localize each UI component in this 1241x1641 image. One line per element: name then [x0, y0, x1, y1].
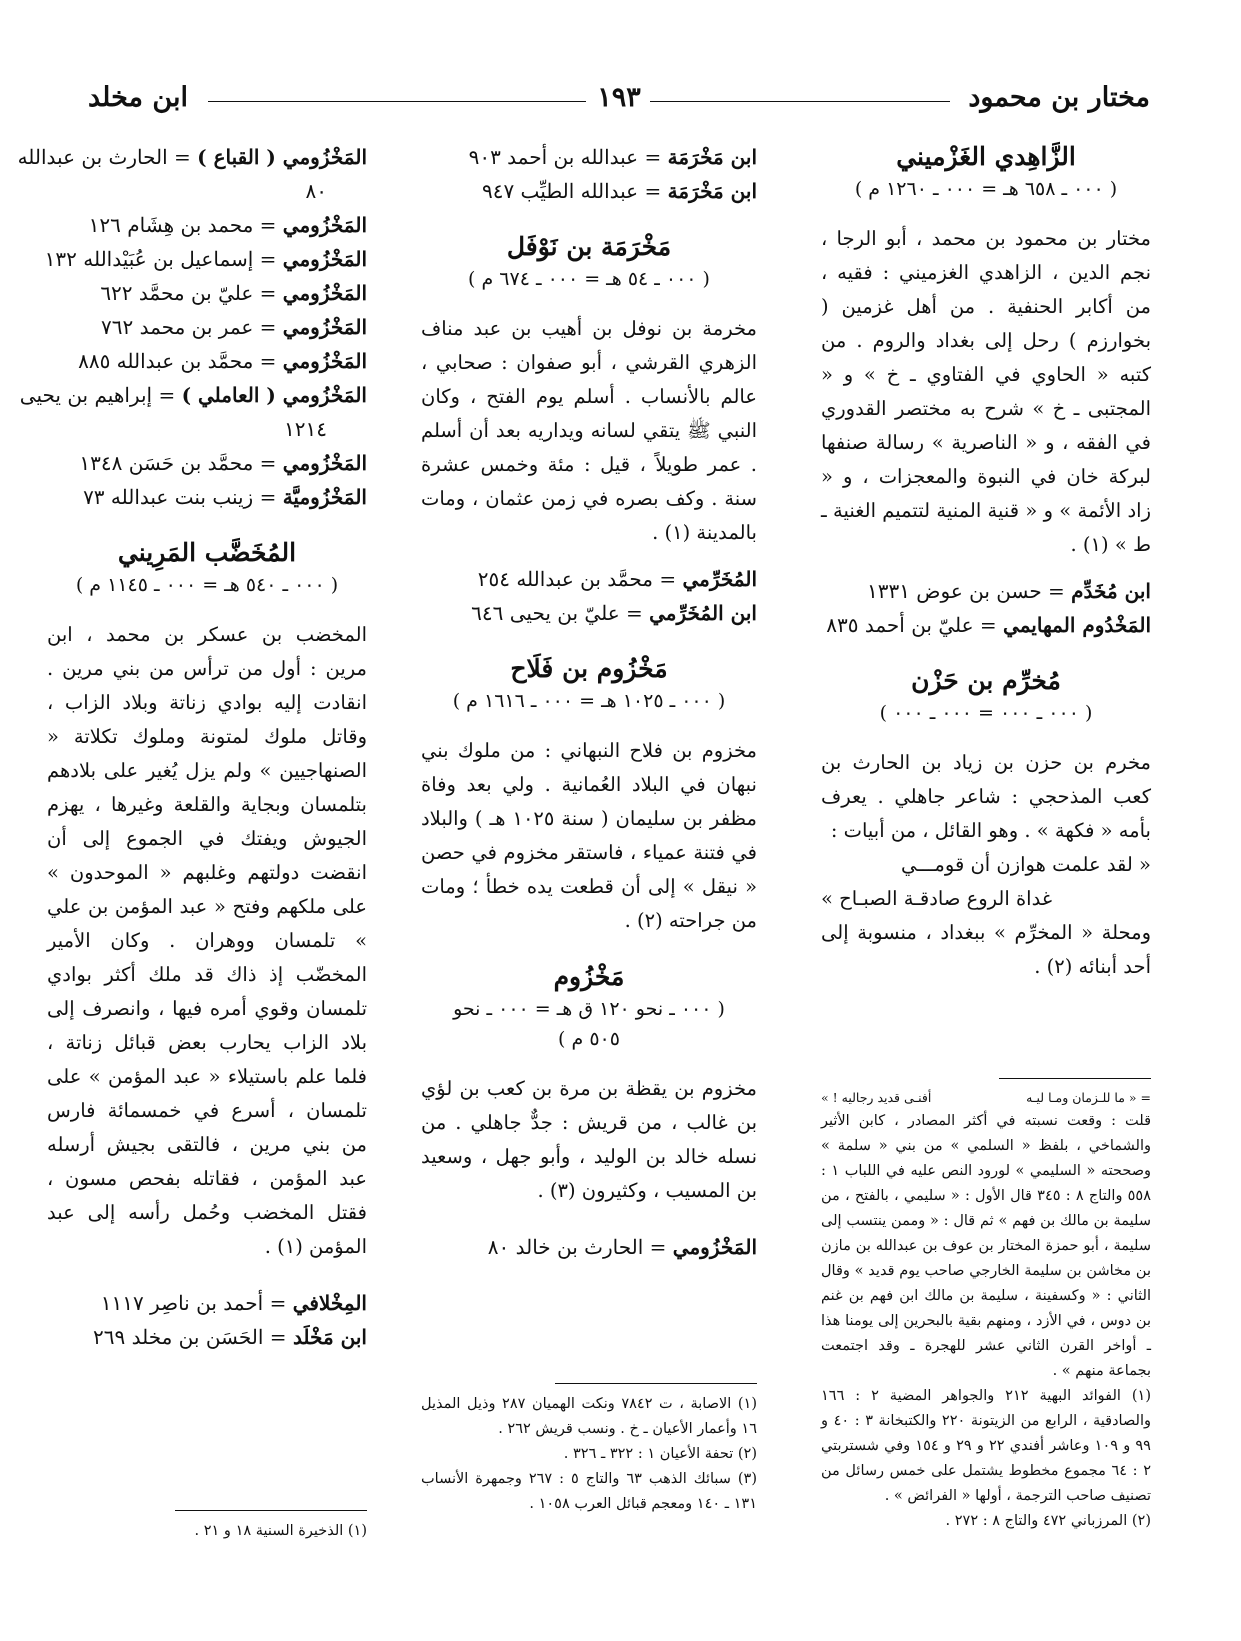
xref-value: = زينب بنت عبدالله ٧٣ [83, 485, 277, 509]
cross-reference [44, 242, 367, 276]
xref-value: = إبراهيم بن يحيى [19, 383, 176, 407]
spacer [421, 208, 757, 230]
cross-reference [47, 1320, 367, 1354]
entry-dates: ( ٠٠٠ ـ ٥٤٠ هـ = ٠٠٠ ـ ١١٤٥ م ) [75, 574, 339, 596]
xref-key: ابن المُخَرِّمي [649, 601, 757, 625]
spacer [821, 562, 1151, 574]
poem-verse: « لقد علمت هوازن أن قومـــي [901, 853, 1151, 876]
cross-reference [47, 446, 367, 480]
cross-reference [421, 1230, 757, 1264]
footnote-text: (٢) المرزباني ٤٧٢ والتاج ٨ : ٢٧٢ . [945, 1513, 1151, 1529]
entry-body: مخزوم بن فلاح النبهاني : من ملوك بني نبهان في البلاد العُمانية . ولي بعد وفاة مظفر بن سليمان ( سنة ١٠٢٥ هـ ) والبلاد في فتنة عمياء ، فاستقر مخزوم في حصن « نيقل » إلى أن قطعت يده خطأ ؛ ومات من جراحته (٢) . [421, 739, 758, 932]
xref-key: ابن مَخْرَمَة [667, 179, 757, 203]
footnote-text: (٢) تحفة الأعيان ١ : ٣٢٢ ـ ٣٢٦ . [563, 1446, 757, 1462]
spacer [421, 1208, 757, 1230]
xref-key: المَخْزُومي ( القباع ) [197, 145, 367, 169]
xref-value: = محمَّد بن عبدالله ٨٨٥ [78, 349, 277, 373]
footnote-text: قلت : وقعت نسبته في أكثر المصادر ، كابن الأثير والشماخي ، بلفظ « السلمي » من بني « سلمة » وصححته « السليمي » لورود النص عليه في اللباب ١ : ٥٥٨ والتاج ٨ : ٣٤٥ قال الأول : « سليمي ، بالفتح ، من سليمة بن مالك بن فهم » ثم قال : « وممن ينتسب إلى سليمة ، أبو حمزة المختار بن عوف بن عبدالله بن مازن بن مخاشن بن سليمة الخارجي صاحب يوم قديد » وقال الثاني : « وكسفينة ، سليمة بن مالك ابن فهم بن غنم بن دوس ، في الأزد ، ومنهم بقية بالبحرين إلى يومنا هذا ـ أواخر القرن الثاني عشر للهجرة ـ وقد اجتمعت بجماعة منهم » . [821, 1113, 1152, 1379]
spacer [421, 550, 757, 562]
footnote-rule [555, 1383, 757, 1384]
cross-reference [47, 1286, 367, 1320]
entry-body: المخضب بن عسكر بن محمد ، ابن مرين : أول من ترأس من بني مرين . انقادت إليه بوادي زناتة وبلاد الزاب ، وقاتل ملوك لمتونة وملوك تكلاتة « الصنهاجيين » ولم يزل يُغير على بلادهم بتلمسان وبجاية والقلعة وغيرها ، يهزم الجيوش ويفتك في الجموع إلى أن انقضت دولتهم وغلبهم « الموحدون » على ملكهم وفتح « عبد المؤمن بن علي » تلمسان ووهران . وكان الأمير المخضّب إذ ذاك قد ملك أكثر بوادي تلمسان وقوي أمره فيها ، وانصرف إلى بلاد الزاب يحارب بعض قبائل زناتة ، فلما علم باستيلاء « عبد المؤمن » على تلمسان ، أسرع في خمسمائة فارس من بني مرين ، فالتقى بجيش أرسله عبد المؤمن ، فقاتله بفحص مسون ، فقتل المخضب وحُمل رأسه إلى عبد المؤمن (١) . [47, 623, 367, 1258]
entry-title: مَخْزُوم بن فَلَاح [510, 654, 668, 683]
cross-reference [47, 208, 367, 242]
entry-body: مختار بن محمود بن محمد ، أبو الرجا ، نجم الدين ، الزاهدي الغزميني : فقيه ، من أكابر الحنفية . من أهل غزمين ( بخوارزم ) رحل إلى بغداد والروم . من كتبه « الحاوي في الفتاوي ـ خ » و « المجتبى ـ خ » شرح به مختصر القدوري في الفقه ، و « الناصرية » رسالة صنفها لبركة خان في النبوة والمعجزات ، و « زاد الأئمة » و « قنية المنية لتتميم الغنية ـ ط » (١) . [821, 227, 1151, 556]
footnotes [421, 1365, 757, 1517]
entry-title: مَخْزُوم [553, 962, 625, 991]
xref-value: = الحارث بن خالد ٨٠ [487, 1235, 667, 1259]
entry-body: مخرمة بن نوفل بن أهيب بن عبد مناف الزهري القرشي ، أبو صفوان : صحابي ، عالم بالأنساب . أسلم يوم الفتح ، وكان النبي ﷺ يتقي لسانه ويداريه بعد أن أسلم . عمر طويلاً ، قيل : مئة وخمس عشرة سنة . وكف بصره في زمن عثمان ، ومات بالمدينة (١) . [421, 317, 757, 544]
entry-body: مخرم بن حزن بن زياد بن الحارث بن كعب المذحجي : شاعر جاهلي . يعرف بأمه « فكهة » . وهو القائل ، من أبيات : [821, 751, 1151, 842]
xref-value: = أحمد بن ناصِر ١١١٧ [100, 1291, 287, 1315]
xref-key: المَخْزُومي [282, 315, 367, 339]
footnote-text: (٣) سبائك الذهب ٦٣ والتاج ٥ : ٢٦٧ وجمهرة الأنساب ١٣١ ـ ١٤٠ ومعجم قبائل العرب ١٠٥٨ . [421, 1471, 757, 1512]
header-rule-left [208, 101, 586, 102]
poem-verse: غداة الروع صادقـة الصبـاح » [821, 887, 1053, 910]
xref-key: المُخَرِّمي [682, 567, 757, 591]
xref-key: المَخْزُومي ( العاملي ) [181, 383, 367, 407]
xref-value: = إسماعيل بن عُبَيْدالله ١٣٢ [44, 247, 277, 271]
entry-title: مَخْرَمَة بن نَوْفَل [506, 232, 672, 261]
footnote-text: (١) الاصابة ، ت ٧٨٤٢ ونكت الهميان ٢٨٧ وذيل المذيل ١٦ وأعمار الأعيان ـ خ . ونسب قريش ٢٦٢ . [421, 1396, 757, 1437]
entry-body: ومحلة « المخرِّم » ببغداد ، منسوبة إلى أحد أبنائه (٢) . [821, 921, 1151, 978]
cross-reference-cont: ٨٠ [305, 179, 327, 203]
xref-key: ابن مَخْرَمَة [667, 145, 757, 169]
xref-value: = الحارث بن عبدالله [17, 145, 191, 169]
spacer [47, 514, 367, 536]
cross-reference [17, 140, 367, 174]
entry-dates: ( ٠٠٠ ـ ١٠٢٥ هـ = ٠٠٠ ـ ١٦١٦ م ) [452, 690, 726, 712]
xref-key: المَخْزُومي [282, 281, 367, 305]
xref-key: المَخْزُومي [282, 349, 367, 373]
xref-key: المَخْزُومي [672, 1235, 757, 1259]
entry-body: مخزوم بن يقظة بن مرة بن كعب بن لؤي بن غالب ، من قريش : جدٌّ جاهلي . من نسله خالد بن الوليد ، وأبو جهل ، وسعيد بن المسيب ، وكثيرون (٣) . [421, 1077, 757, 1202]
column-right [821, 140, 1151, 1620]
entry-dates: ( ٠٠٠ ـ نحو ١٢٠ ق هـ = ٠٠٠ ـ نحو [453, 998, 725, 1020]
xref-key: المَخْزُومي [282, 451, 367, 475]
cross-reference [47, 310, 367, 344]
xref-key: ابن مَخْلَد [292, 1325, 367, 1349]
cross-reference [421, 562, 757, 596]
footnote-verse [821, 1087, 1151, 1109]
xref-key: المِخْلافي [292, 1291, 367, 1315]
page-header [88, 82, 1150, 122]
spacer [421, 630, 757, 652]
spacer [821, 642, 1151, 664]
running-head-left: ابن مخلد [88, 82, 188, 113]
header-rule-right [650, 101, 950, 102]
cross-reference [47, 480, 367, 514]
xref-value: = حسن بن عوض ١٣٣١ [866, 579, 1065, 603]
entry-dates: ( ٠٠٠ ـ ٥٤ هـ = ٠٠٠ ـ ٦٧٤ م ) [468, 268, 710, 290]
cross-reference [821, 574, 1151, 608]
cross-reference [19, 378, 367, 412]
footnote-text: (١) الفوائد البهية ٢١٢ والجواهر المضية ٢ : ١٦٦ والصادقية ، الرابع من الزيتونة ٢٢٠ والكتبخانة ٣ : ٤٠ و ٩٩ و ١٠٩ وعاشر أفندي ٢٢ و ٢٩ و ١٥٤ وفي شستربتي ٢ : ٦٤ مجموع مخطوط يشتمل على خمس رسائل من تصنيف صاحب الترجمة ، أولها « الفرائض » . [821, 1388, 1151, 1504]
xref-value: = عبدالله الطيِّب ٩٤٧ [481, 179, 662, 203]
spacer [47, 1264, 367, 1286]
entry-title: الزَّاهِدي الغَزْميني [896, 142, 1076, 171]
xref-value: = عليّ بن يحيى ٦٤٦ [471, 601, 643, 625]
page-number: ١٩٣ [597, 82, 641, 113]
cross-reference [47, 276, 367, 310]
xref-value: = عليّ بن محمَّد ٦٢٢ [100, 281, 277, 305]
entry-dates: ٥٠٥ م ) [558, 1028, 620, 1050]
cross-reference [421, 596, 757, 630]
entry-title: مُخرِّم بن حَزْن [911, 666, 1061, 695]
entry-dates: ( ٠٠٠ ـ ٦٥٨ هـ = ٠٠٠ ـ ١٢٦٠ م ) [854, 178, 1118, 200]
running-head-right: مختار بن محمود [968, 82, 1150, 113]
xref-key: المَخْزُومي [282, 213, 367, 237]
xref-key: المَخْزُوميَّة [282, 485, 367, 509]
xref-key: ابن مُخَدِّم [1071, 579, 1151, 603]
xref-value: = عبدالله بن أحمد ٩٠٣ [468, 145, 662, 169]
cross-reference-cont: ١٢١٤ [284, 417, 327, 441]
footnote-rule [999, 1078, 1151, 1079]
cross-reference [47, 344, 367, 378]
footnotes [47, 1492, 367, 1544]
xref-value: = محمد بن هِشَام ١٢٦ [88, 213, 277, 237]
spacer [421, 938, 757, 960]
verse-hemistich: أفنـى قديد رجاليه ! » [821, 1090, 932, 1105]
xref-key: المَخْدُوم المهايمي [1003, 613, 1151, 637]
entry-dates: ( ٠٠٠ ـ ٠٠٠ = ٠٠٠ ـ ٠٠٠ ) [879, 702, 1093, 724]
footnotes [821, 1060, 1151, 1534]
xref-value: = عمر بن محمد ٧٦٢ [101, 315, 277, 339]
xref-value: = عليّ بن أحمد ٨٣٥ [826, 613, 997, 637]
xref-key: المَخْزُومي [282, 247, 367, 271]
column-middle [421, 140, 757, 1620]
footnote-rule [175, 1510, 367, 1511]
column-left [17, 140, 367, 1620]
xref-value: = الحَسَن بن مخلد ٢٦٩ [92, 1325, 287, 1349]
xref-value: = محمَّد بن حَسَن ١٣٤٨ [79, 451, 277, 475]
verse-hemistich: = « ما للـزمان ومـا ليـه [1026, 1090, 1151, 1105]
entry-title: المُخَضَّب المَرِيني [117, 538, 297, 567]
cross-reference [821, 608, 1151, 642]
cross-reference [421, 140, 757, 174]
footnote-text: (١) الذخيرة السنية ١٨ و ٢١ . [194, 1523, 367, 1539]
cross-reference [421, 174, 757, 208]
xref-value: = محمَّد بن عبدالله ٢٥٤ [477, 567, 677, 591]
